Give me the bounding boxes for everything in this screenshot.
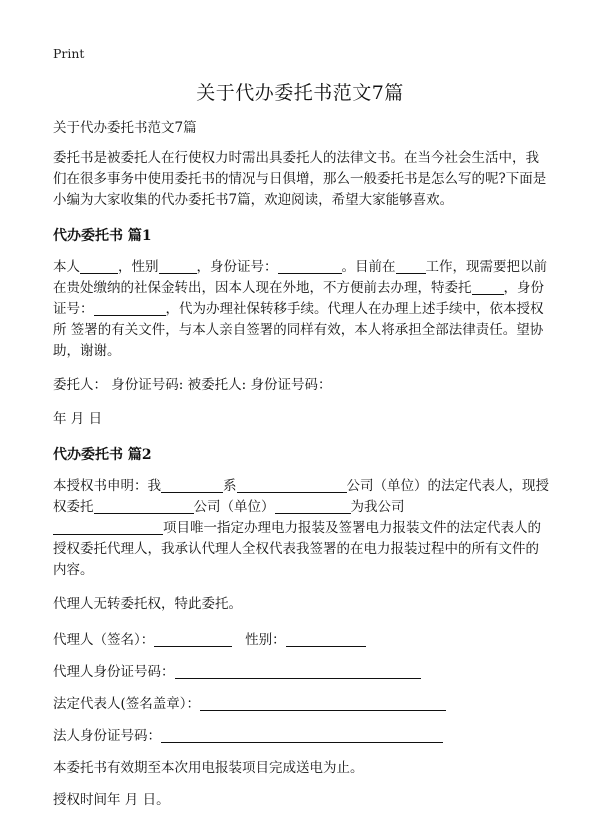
section1-signers: 委托人： 身份证号码: 被委托人: 身份证号码： [53, 377, 332, 393]
agent-sign-label: 代理人（签名）： [53, 632, 155, 648]
s1-text-4: 。目前在 [341, 259, 396, 275]
blank-workplace [396, 259, 426, 274]
legal-id-label: 法人身份证号码： [53, 728, 161, 744]
print-link[interactable]: Print [53, 46, 85, 61]
gender-label: 性别： [245, 632, 286, 648]
legal-rep-label: 法定代表人(签名盖章）： [53, 696, 201, 712]
section1-date: 年 月 日 [53, 411, 103, 427]
s2-text-6: 项目唯一指定办理电力报装及签署电力报装文件的法定代表人的授权委托代理人，我承认代理人全权代表我签署的在电力报装过程中的所有文件的内容。 [53, 520, 541, 578]
blank-name-2 [161, 478, 223, 493]
blank-gender [159, 259, 197, 274]
blank-agent-sign [154, 632, 232, 647]
section2-body [53, 476, 549, 581]
s2-text-2: 系 [223, 478, 237, 494]
s2-text-5: 为我公司 [350, 499, 405, 515]
legal-rep-row [53, 693, 549, 715]
section1-heading: 代办委托书 篇1 [53, 228, 152, 244]
blank-agent-id-2 [175, 664, 421, 679]
legal-id-row [53, 725, 549, 747]
s2-text-4: 公司（单位） [193, 499, 275, 515]
s1-text-1: 本人 [53, 259, 80, 275]
blank-company [237, 478, 347, 493]
s1-text-5: 工作，现需要把以前在贵处缴纳的社保金转出，因本人现在外地，不方便前去办理，特委托 [53, 259, 547, 296]
s2-text-3: 公司（单位）的法定代表人，现授权委托 [53, 478, 549, 515]
blank-agent-name [275, 499, 351, 514]
s1-text-6: ，身份证号： [53, 280, 544, 317]
blank-agent-id [94, 301, 166, 316]
s1-text-2: ，性别 [118, 259, 159, 275]
blank-agent-company [94, 499, 194, 514]
document-body [53, 118, 549, 811]
blank-agent [472, 280, 504, 295]
no-transfer-clause: 代理人无转委托权，特此委托。 [53, 596, 242, 612]
blank-legal-id [161, 728, 443, 743]
section1-body [53, 257, 549, 362]
blank-legal-rep [200, 696, 446, 711]
section2-heading: 代办委托书 篇2 [53, 447, 152, 463]
intro-paragraph: 委托书是被委托人在行使权力时需出具委托人的法律文书。在当今社会生活中，我们在很多事务中使用委托书的情况与日俱增，那么一般委托书是怎么写的呢?下面是小编为大家收集的代办委托书7篇，欢迎阅读，希望大家能够喜欢。 [53, 150, 547, 208]
validity-clause: 本委托书有效期至本次用电报装项目完成送电为止。 [53, 760, 364, 776]
s1-text-7: ，代为办理社保转移手续。代理人在办理上述手续中，依本授权所 签署的有关文件，与本人亲自签署的同样有效，本人将承担全部法律责任。望协助，谢谢。 [53, 301, 544, 359]
agent-id-label: 代理人身份证号码： [53, 664, 175, 680]
blank-project [53, 520, 163, 535]
s1-text-3: ，身份证号： [196, 259, 278, 275]
s2-text-1: 本授权书申明：我 [53, 478, 161, 494]
agent-id-row [53, 661, 549, 683]
agent-sign-row [53, 629, 549, 651]
auth-time: 授权时间年 月 日。 [53, 792, 170, 808]
page-title: 关于代办委托书范文7篇 [196, 82, 404, 104]
subtitle: 关于代办委托书范文7篇 [53, 120, 197, 136]
blank-name [80, 259, 118, 274]
blank-id [278, 259, 342, 274]
blank-gender-2 [286, 632, 366, 647]
